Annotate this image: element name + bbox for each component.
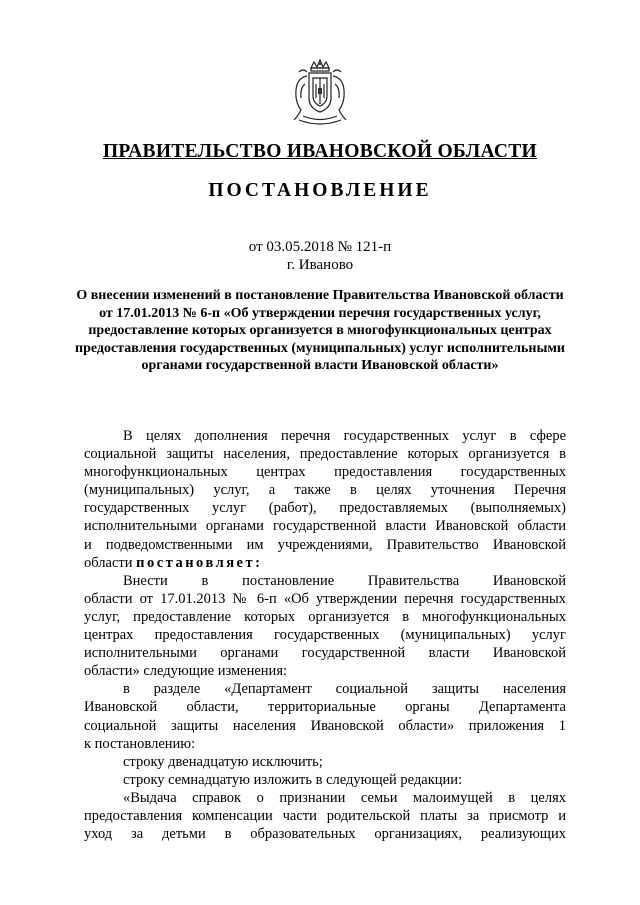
body-line [84, 554, 566, 572]
body-line: социальной защиты населения, предоставление которых организуется в [84, 446, 566, 463]
body-line: строку двенадцатую исключить; [123, 753, 323, 770]
body-line: к постановлению: [84, 735, 196, 752]
body-line: предоставления компенсации части родительской платы за присмотр и [84, 807, 566, 824]
resolves-word: постановляет: [136, 554, 263, 571]
document-title: О внесении изменений в постановление Правительства Ивановской области от 17.01.2013 № 6-п «Об утверждении перечня государственных услуг, предоставление которых организуется в многофункциональных центрах предоставления государственных (муниципальных) услуг исполнительными органами государственной власти Ивановской области» [75, 288, 565, 374]
body-line: и подведомственными им учреждениями, Правительство Ивановской [84, 536, 566, 553]
body-line: исполнительными органами государственной власти Ивановской [84, 645, 566, 662]
organization-heading: ПРАВИТЕЛЬСТВО ИВАНОВСКОЙ ОБЛАСТИ [102, 141, 538, 162]
body-line: многофункциональных центрах предоставления государственных [84, 464, 566, 481]
body-line: в разделе «Департамент социальной защиты населения [123, 681, 566, 698]
body-line: исполнительными органами государственной власти Ивановской области [84, 518, 566, 535]
date-and-number-block [0, 238, 640, 274]
coat-of-arms-emblem [289, 58, 351, 128]
body-line: центрах предоставления государственных (муниципальных) услуг [84, 627, 566, 644]
date-number: от 03.05.2018 № 121-п [248, 239, 392, 255]
document-body [84, 427, 566, 843]
body-line: услуг, предоставление которых организуется в многофункциональных [84, 608, 566, 625]
body-line: области» следующие изменения: [84, 663, 288, 680]
body-line: строку семнадцатую изложить в следующей редакции: [123, 771, 463, 788]
body-line: Ивановской области, территориальные органы Департамента [84, 699, 566, 716]
body-line: Внести в постановление Правительства Ивановской [123, 572, 566, 589]
body-line: «Выдача справок о признании семьи малоимущей в целях [123, 789, 566, 806]
body-line: В целях дополнения перечня государственных услуг в сфере [123, 428, 566, 444]
body-line: области от 17.01.2013 № 6-п «Об утверждении перечня государственных [84, 590, 566, 607]
body-text: области [84, 554, 133, 571]
city: г. Иваново [286, 257, 354, 273]
body-line: социальной защиты населения Ивановской области» приложения 1 [84, 717, 566, 734]
body-line: уход за детьми в образовательных организациях, реализующих [84, 826, 566, 843]
body-line: (муниципальных) услуг, а также в целях уточнения Перечня [84, 482, 566, 499]
body-line: государственных услуг (работ), предоставляемых (выполняемых) [84, 500, 566, 517]
document-type-heading: ПОСТАНОВЛЕНИЕ [208, 180, 432, 201]
